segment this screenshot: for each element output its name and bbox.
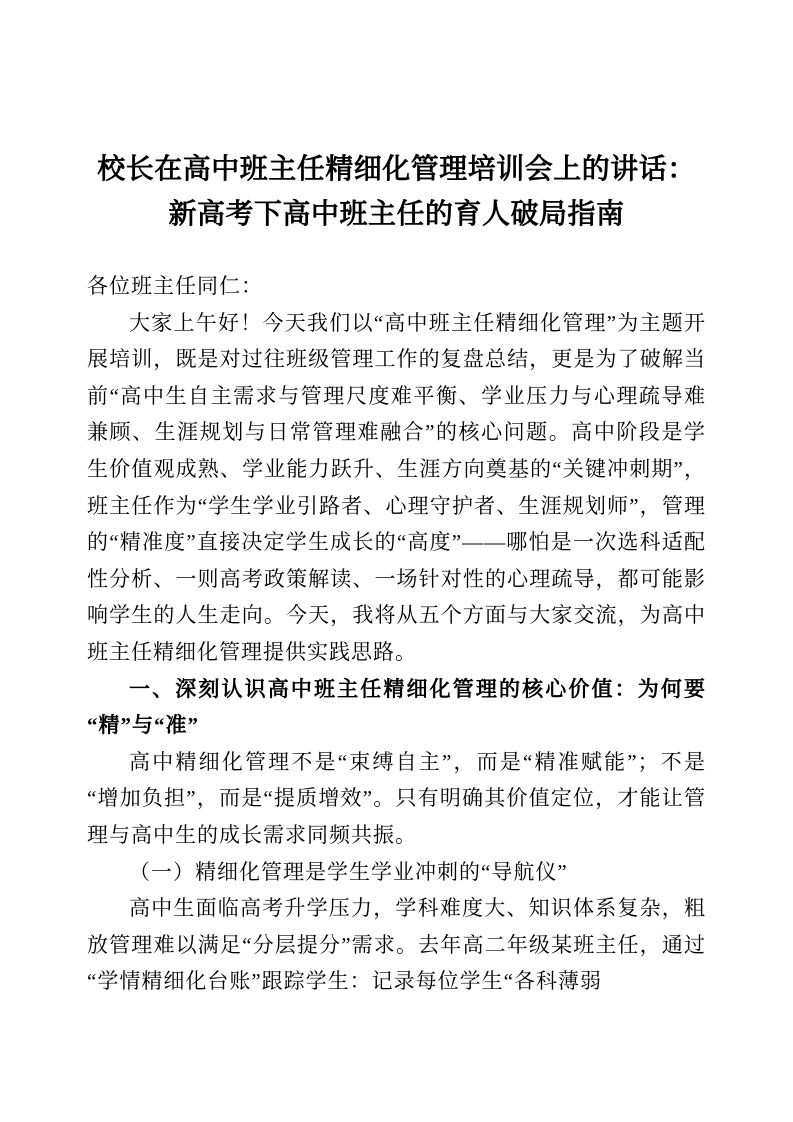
document-title: 校长在高中班主任精细化管理培训会上的讲话：新高考下高中班主任的育人破局指南 <box>97 154 696 230</box>
document-body <box>87 268 706 1000</box>
section-1-subheading-1: （一）精细化管理是学生学业冲刺的“导航仪” <box>129 859 568 884</box>
paragraph-intro: 大家上午好！今天我们以“高中班主任精细化管理”为主题开展培训，既是对过往班级管理工作的复盘总结，更是为了破解当前“高中生自主需求与管理尺度难平衡、学业压力与心理疏导难兼顾、生涯规划与日常管理难融合”的核心问题。高中阶段是学生价值观成熟、学业能力跃升、生涯方向奠基的“关键冲刺期”，班主任作为“学生学业引路者、心理守护者、生涯规划师”，管理的“精准度”直接决定学生成长的“高度”——哪怕是一次选科适配性分析、一则高考政策解读、一场针对性的心理疏导，都可能影响学生的人生走向。今天，我将从五个方面与大家交流，为高中班主任精细化管理提供实践思路。 <box>87 310 706 664</box>
paragraph-salutation: 各位班主任同仁： <box>87 274 263 298</box>
section-1-body: 高中精细化管理不是“束缚自主”，而是“精准赋能”；不是“增加负担”，而是“提质增效”。只有明确其价值定位，才能让管理与高中生的成长需求同频共振。 <box>87 749 706 847</box>
section-1-heading: 一、深刻认识高中班主任精细化管理的核心价值：为何要“精”与“准” <box>87 676 706 738</box>
section-1-sub-1-body: 高中生面临高考升学压力，学科难度大、知识体系复杂，粗放管理难以满足“分层提分”需求。去年高二年级某班主任，通过“学情精细化台账”跟踪学生：记录每位学生“各科薄弱 <box>87 896 706 994</box>
